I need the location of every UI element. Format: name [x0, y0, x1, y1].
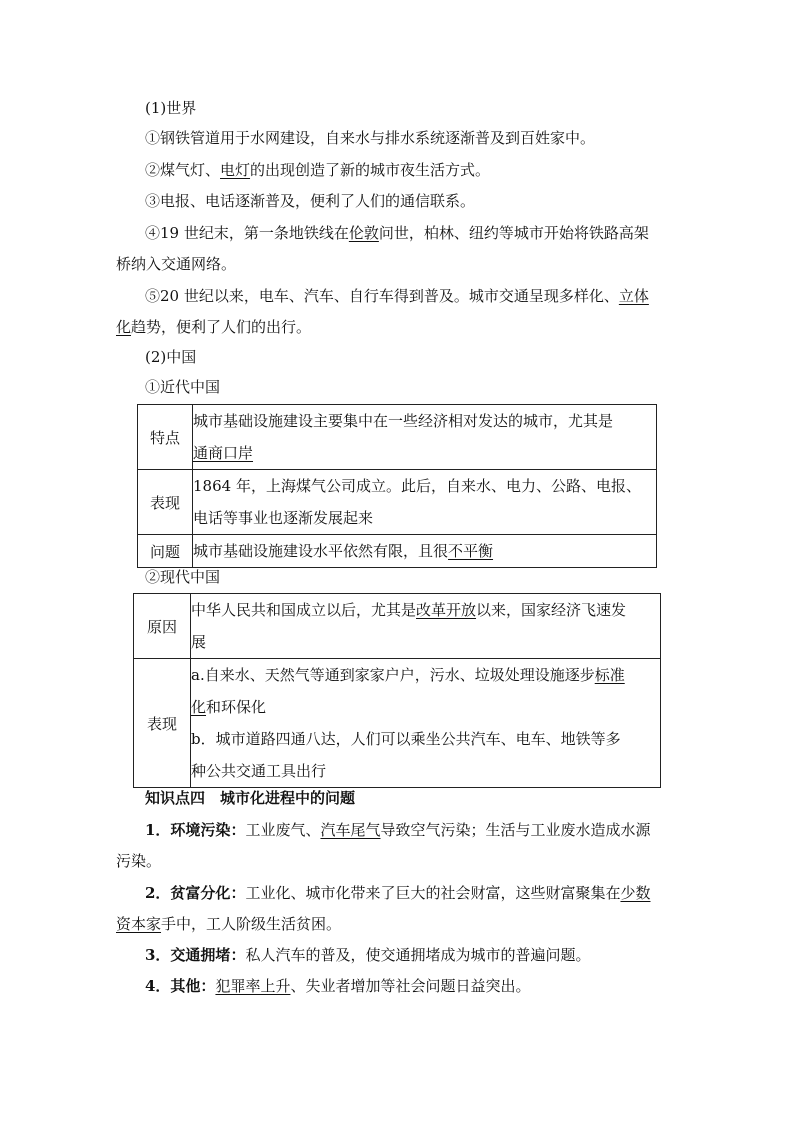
underlined-term: 通商口岸 [193, 444, 254, 462]
cell-line: 展 [191, 633, 207, 651]
section-heading-kp4: 知识点四 城市化进程中的问题 [145, 789, 356, 807]
row-label-feature: 特点 [138, 405, 193, 470]
kp4-item-1: 1．环境污染：工业废气、汽车尾气导致空气污染；生活与工业废水造成水源 [145, 821, 651, 839]
row-label-performance: 表现 [134, 659, 191, 788]
world-item-5-cont: 化趋势，便利了人们的出行。 [116, 318, 312, 336]
kp4-item-4: 4．其他：犯罪率上升、失业者增加等社会问题日益突出。 [145, 977, 531, 995]
underlined-term: 化 [191, 698, 207, 716]
section-heading-world: (1)世界 [145, 99, 197, 117]
table-row: 表现 a.自来水、天然气等通到家家户户，污水、垃圾处理设施逐步标准 化和环保化 b．城市道路四通八达，人们可以乘坐公共汽车、电车、地铁等多 种公共交通工具出行 [134, 659, 661, 788]
world-item-5: ⑤20 世纪以来，电车、汽车、自行车得到普及。城市交通呈现多样化、立体 [145, 287, 649, 305]
underlined-term: 不平衡 [448, 542, 494, 560]
underlined-term: 标准 [594, 666, 625, 684]
table-row [138, 405, 657, 470]
world-item-1: ①钢铁管道用于水网建设，自来水与排水系统逐渐普及到百姓家中。 [145, 129, 596, 147]
kp4-item-2: 2．贫富分化：工业化、城市化带来了巨大的社会财富，这些财富聚集在少数 [145, 884, 651, 902]
table-row: 问题 城市基础设施建设水平依然有限，且很不平衡 [138, 535, 657, 568]
kp4-item-1-cont: 污染。 [116, 852, 162, 870]
world-item-4-cont: 桥纳入交通网络。 [116, 255, 237, 273]
row-label-problem: 问题 [138, 535, 193, 568]
subheading-modern-china: ①近代中国 [145, 378, 221, 396]
section-heading-china: (2)中国 [145, 348, 197, 366]
cell-line: b．城市道路四通八达，人们可以乘坐公共汽车、电车、地铁等多 [191, 730, 621, 748]
kp4-item-3: 3．交通拥堵：私人汽车的普及，使交通拥堵成为城市的普遍问题。 [145, 946, 591, 964]
world-item-3: ③电报、电话逐渐普及，便利了人们的通信联系。 [145, 192, 476, 210]
cell-line: 种公共交通工具出行 [191, 762, 327, 780]
world-item-4: ④19 世纪末，第一条地铁线在伦敦问世，柏林、纽约等城市开始将铁路高架 [145, 224, 649, 242]
modern-china-table [137, 404, 657, 568]
kp4-item-2-cont: 资本家手中，工人阶级生活贫困。 [116, 915, 342, 933]
cell-line: 电话等事业也逐渐发展起来 [193, 509, 374, 527]
underlined-term: 改革开放 [416, 601, 477, 619]
world-item-2: ②煤气灯、电灯的出现创造了新的城市夜生活方式。 [145, 161, 491, 179]
table-row [138, 470, 657, 535]
row-label-reason: 原因 [134, 594, 191, 659]
cell-line: 城市基础设施建设主要集中在一些经济相对发达的城市，尤其是 [193, 412, 614, 430]
cell-line: 1864 年，上海煤气公司成立。此后，自来水、电力、公路、电报、 [193, 477, 641, 495]
subheading-contemporary-china: ②现代中国 [145, 568, 221, 586]
row-label-performance: 表现 [138, 470, 193, 535]
contemporary-china-table [133, 593, 661, 788]
table-row: 原因 中华人民共和国成立以后，尤其是改革开放以来，国家经济飞速发 展 [134, 594, 661, 659]
